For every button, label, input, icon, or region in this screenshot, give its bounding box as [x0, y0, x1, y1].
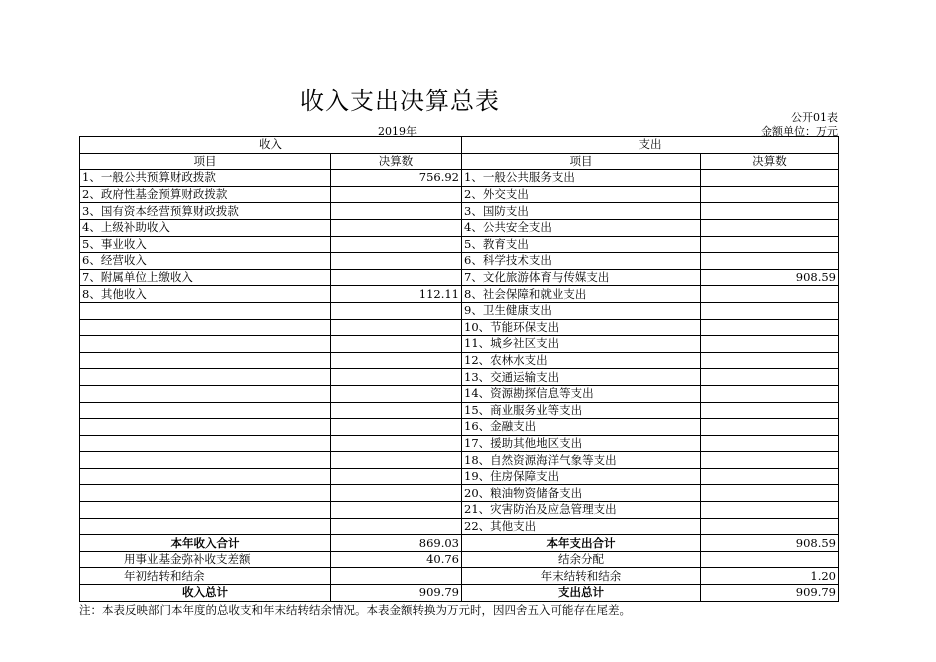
carryover-end-value: 1.20 — [701, 568, 839, 585]
table-row — [80, 385, 839, 402]
report-year: 2019年 — [378, 125, 417, 138]
income-amount-cell — [331, 352, 462, 369]
income-year-total-label: 本年收入合计 — [80, 535, 331, 552]
expense-item-cell: 13、交通运输支出 — [462, 369, 701, 386]
expense-item-header: 项目 — [462, 153, 701, 170]
table-row — [80, 336, 839, 353]
expense-amount-cell — [701, 402, 839, 419]
table-row — [80, 286, 839, 303]
column-header-row — [80, 153, 839, 170]
income-item-cell — [80, 302, 331, 319]
income-amount-cell — [331, 518, 462, 535]
table-row — [80, 253, 839, 270]
income-amount-cell — [331, 236, 462, 253]
surplus-distribution-value — [701, 551, 839, 568]
expense-amount-cell — [701, 435, 839, 452]
expense-item-cell: 18、自然资源海洋气象等支出 — [462, 452, 701, 469]
expense-amount-cell — [701, 452, 839, 469]
fund-balance-value: 40.76 — [331, 551, 462, 568]
income-item-cell: 2、政府性基金预算财政拨款 — [80, 186, 331, 203]
expense-amount-cell: 908.59 — [701, 269, 839, 286]
income-item-cell — [80, 485, 331, 502]
income-amount-cell — [331, 269, 462, 286]
income-item-cell — [80, 336, 331, 353]
income-item-cell — [80, 319, 331, 336]
expense-amount-cell — [701, 170, 839, 187]
expense-amount-cell — [701, 369, 839, 386]
income-amount-cell — [331, 485, 462, 502]
expense-item-cell: 17、援助其他地区支出 — [462, 435, 701, 452]
expense-amount-cell — [701, 485, 839, 502]
expense-amount-cell — [701, 518, 839, 535]
expense-item-cell: 1、一般公共服务支出 — [462, 170, 701, 187]
expense-item-cell: 15、商业服务业等支出 — [462, 402, 701, 419]
expense-item-cell: 11、城乡社区支出 — [462, 336, 701, 353]
table-row — [80, 170, 839, 187]
expense-grand-total-label: 支出总计 — [462, 585, 701, 602]
income-item-cell — [80, 402, 331, 419]
expense-amount-cell — [701, 419, 839, 436]
expense-amount-cell — [701, 502, 839, 519]
income-amount-cell — [331, 419, 462, 436]
income-item-cell: 6、经营收入 — [80, 253, 331, 270]
table-row — [80, 419, 839, 436]
expense-amount-cell — [701, 253, 839, 270]
income-year-total-value: 869.03 — [331, 535, 462, 552]
expense-amount-cell — [701, 286, 839, 303]
year-total-row — [80, 535, 839, 552]
income-item-cell — [80, 435, 331, 452]
expense-section-header: 支出 — [462, 137, 839, 154]
income-amount-cell — [331, 336, 462, 353]
table-row — [80, 352, 839, 369]
table-row — [80, 518, 839, 535]
table-row — [80, 452, 839, 469]
income-item-cell — [80, 518, 331, 535]
income-amount-cell — [331, 452, 462, 469]
expense-amount-cell — [701, 219, 839, 236]
table-row — [80, 468, 839, 485]
expense-item-cell: 6、科学技术支出 — [462, 253, 701, 270]
fund-balance-label: 用事业基金弥补收支差额 — [80, 551, 331, 568]
table-row — [80, 236, 839, 253]
grand-total-row — [80, 585, 839, 602]
table-row — [80, 302, 839, 319]
income-amount-cell — [331, 402, 462, 419]
income-item-cell: 7、附属单位上缴收入 — [80, 269, 331, 286]
income-amount-cell — [331, 302, 462, 319]
income-grand-total-value: 909.79 — [331, 585, 462, 602]
income-amount-cell — [331, 468, 462, 485]
table-row — [80, 319, 839, 336]
expense-amount-cell — [701, 319, 839, 336]
income-item-cell: 1、一般公共预算财政拨款 — [80, 170, 331, 187]
page-title: 收入支出决算总表 — [300, 87, 500, 115]
expense-item-cell: 12、农林水支出 — [462, 352, 701, 369]
table-row — [80, 435, 839, 452]
expense-item-cell: 21、灾害防治及应急管理支出 — [462, 502, 701, 519]
fund-balance-row — [80, 551, 839, 568]
expense-item-cell: 19、住房保障支出 — [462, 468, 701, 485]
footnote: 注：本表反映部门本年度的总收支和年末结转结余情况。本表金额转换为万元时，因四舍五入可能存在尾差。 — [79, 603, 631, 617]
expense-amount-cell — [701, 236, 839, 253]
income-amount-cell — [331, 369, 462, 386]
expense-item-cell: 8、社会保障和就业支出 — [462, 286, 701, 303]
expense-item-cell: 20、粮油物资储备支出 — [462, 485, 701, 502]
table-row — [80, 186, 839, 203]
income-item-cell — [80, 419, 331, 436]
expense-amount-cell — [701, 203, 839, 220]
budget-table — [79, 136, 839, 602]
table-row — [80, 485, 839, 502]
expense-amount-cell — [701, 385, 839, 402]
income-amount-cell — [331, 203, 462, 220]
income-amount-cell — [331, 319, 462, 336]
income-section-header: 收入 — [80, 137, 462, 154]
expense-amount-cell — [701, 468, 839, 485]
expense-item-cell: 5、教育支出 — [462, 236, 701, 253]
section-header-row — [80, 137, 839, 154]
table-row — [80, 219, 839, 236]
table-row — [80, 402, 839, 419]
carryover-row — [80, 568, 839, 585]
income-amount-cell — [331, 385, 462, 402]
expense-year-total-value: 908.59 — [701, 535, 839, 552]
expense-year-total-label: 本年支出合计 — [462, 535, 701, 552]
amount-unit: 金额单位：万元 — [761, 125, 838, 138]
expense-item-cell: 14、资源勘探信息等支出 — [462, 385, 701, 402]
income-item-cell: 4、上级补助收入 — [80, 219, 331, 236]
carryover-start-label: 年初结转和结余 — [80, 568, 331, 585]
income-item-cell — [80, 468, 331, 485]
income-item-cell — [80, 502, 331, 519]
expense-amount-cell — [701, 186, 839, 203]
income-amount-cell — [331, 219, 462, 236]
income-item-cell — [80, 385, 331, 402]
table-row — [80, 269, 839, 286]
income-item-cell: 3、国有资本经营预算财政拨款 — [80, 203, 331, 220]
income-amount-cell: 756.92 — [331, 170, 462, 187]
expense-amount-cell — [701, 302, 839, 319]
expense-item-cell: 10、节能环保支出 — [462, 319, 701, 336]
income-amount-cell — [331, 502, 462, 519]
expense-item-cell: 4、公共安全支出 — [462, 219, 701, 236]
income-amount-cell: 112.11 — [331, 286, 462, 303]
document-code: 公开01表 — [791, 111, 838, 124]
carryover-end-label: 年末结转和结余 — [462, 568, 701, 585]
surplus-distribution-label: 结余分配 — [462, 551, 701, 568]
income-amount-cell — [331, 435, 462, 452]
expense-item-cell: 2、外交支出 — [462, 186, 701, 203]
expense-item-cell: 7、文化旅游体育与传媒支出 — [462, 269, 701, 286]
expense-amount-cell — [701, 336, 839, 353]
income-item-cell — [80, 352, 331, 369]
expense-grand-total-value: 909.79 — [701, 585, 839, 602]
income-item-cell — [80, 369, 331, 386]
expense-item-cell: 3、国防支出 — [462, 203, 701, 220]
expense-item-cell: 16、金融支出 — [462, 419, 701, 436]
expense-amount-cell — [701, 352, 839, 369]
expense-amount-header: 决算数 — [701, 153, 839, 170]
table-row — [80, 203, 839, 220]
income-item-cell: 8、其他收入 — [80, 286, 331, 303]
expense-item-cell: 22、其他支出 — [462, 518, 701, 535]
income-item-header: 项目 — [80, 153, 331, 170]
carryover-start-value — [331, 568, 462, 585]
income-amount-cell — [331, 253, 462, 270]
income-grand-total-label: 收入总计 — [80, 585, 331, 602]
income-amount-cell — [331, 186, 462, 203]
income-amount-header: 决算数 — [331, 153, 462, 170]
income-item-cell — [80, 452, 331, 469]
table-row — [80, 502, 839, 519]
income-item-cell: 5、事业收入 — [80, 236, 331, 253]
table-row — [80, 369, 839, 386]
expense-item-cell: 9、卫生健康支出 — [462, 302, 701, 319]
